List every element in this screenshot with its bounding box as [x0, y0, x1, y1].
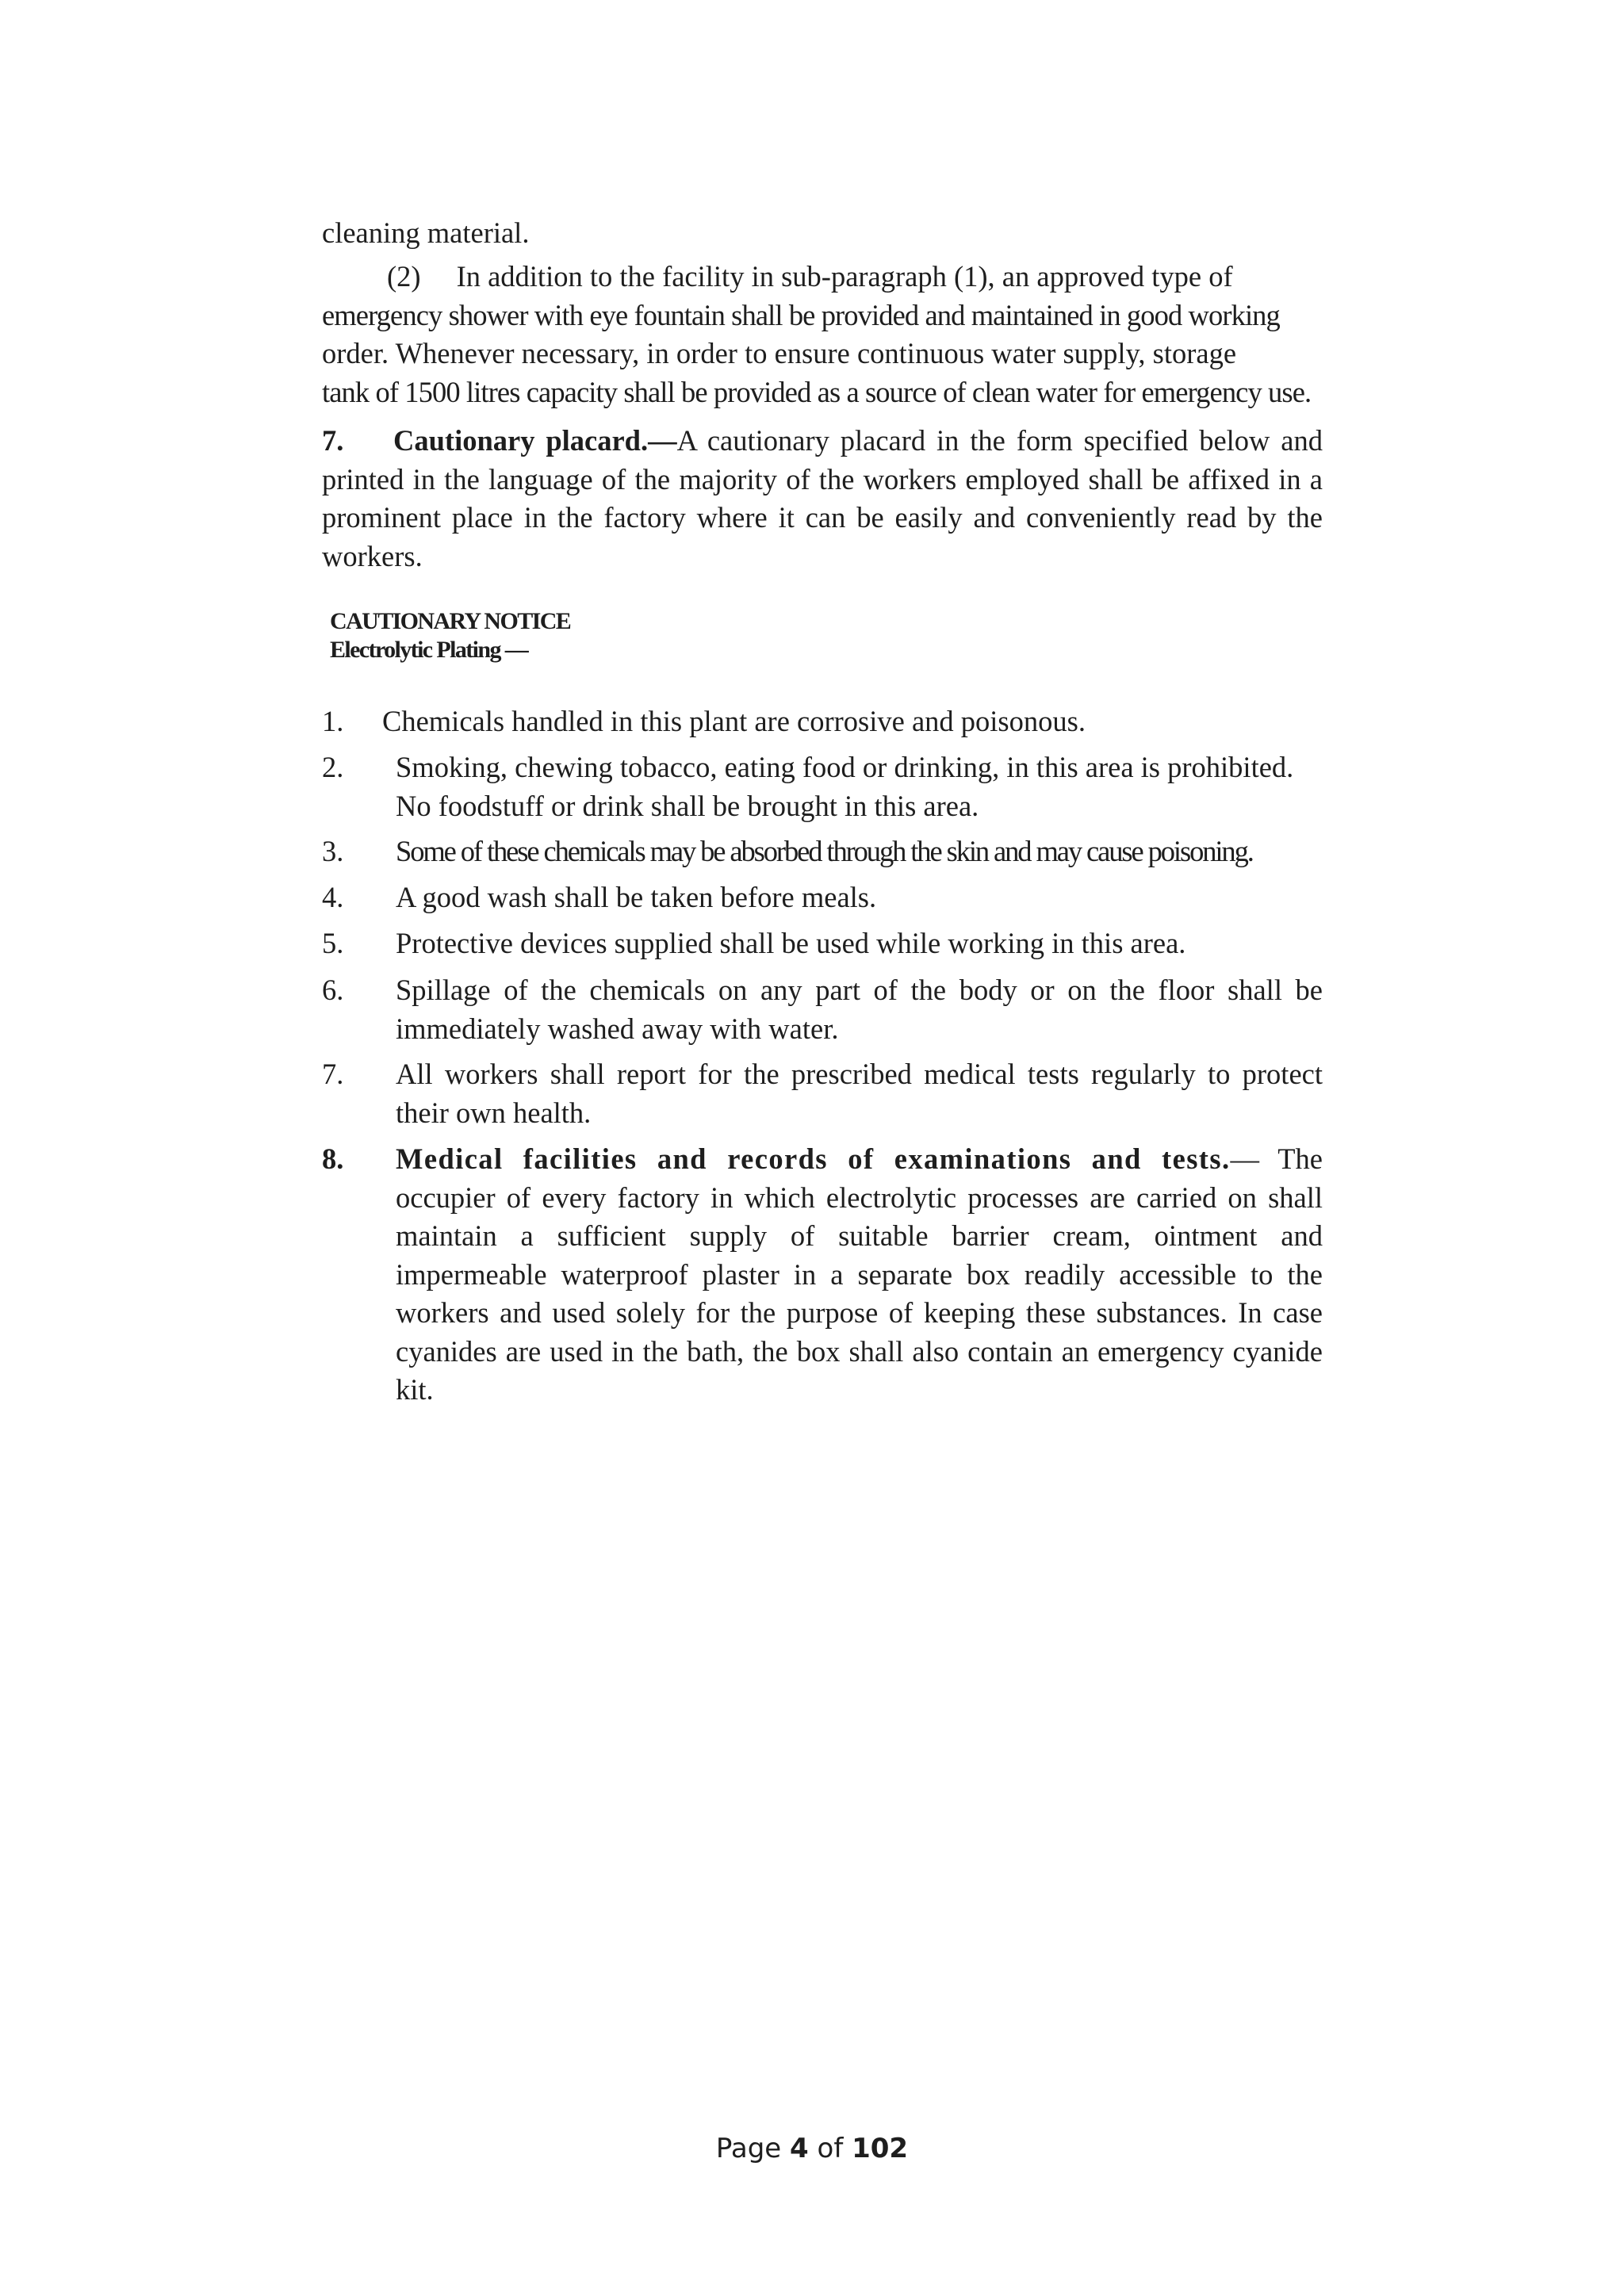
notice-item-4 — [322, 878, 1323, 917]
page-of-label: of — [817, 2133, 844, 2164]
section-8-paragraph — [322, 1140, 1323, 1410]
section-7-number: 7. — [322, 424, 344, 457]
notice-item-3 — [322, 832, 1323, 871]
section-8-text: — The occupier of every factory in which electrolytic processes are carried on shall maintain a sufficient supply of suitable barrier cream, ointment and impermeable waterproof plaster in a separate box readily accessible to the workers and used solely for the purpose of keeping these substances. In case cyanides are used in the bath, the box shall also contain an emergency cyanide kit. — [396, 1142, 1323, 1406]
continued-text-content: cleaning material. — [322, 216, 530, 249]
list-item-text: Some of these chemicals may be absorbed through the skin and may cause poisoning. — [396, 835, 1253, 867]
list-item-text: All workers shall report for the prescribed medical tests regularly to protect their own health. — [396, 1058, 1323, 1129]
page-label: Page — [715, 2133, 782, 2164]
section-7-text: A cautionary placard in the form specified below and printed in the language of the majority of the workers employed shall be affixed in a prominent place in the factory where it can be easily and conveniently read by the workers. — [322, 424, 1323, 572]
list-item-text: Smoking, chewing tobacco, eating food or drinking, in this area is prohibited. No foodstuff or drink shall be brought in this area. — [396, 751, 1294, 822]
sub-paragraph-line-1: (2) In addition to the facility in sub-paragraph (1), an approved type of — [387, 260, 1233, 293]
section-8-body — [396, 1140, 1323, 1410]
list-item-number: 3. — [322, 835, 344, 867]
notice-item-7 — [322, 1055, 1323, 1132]
sub-paragraph-2 — [322, 258, 1323, 411]
notice-item-5 — [322, 924, 1323, 963]
list-item-number: 1. — [322, 705, 344, 737]
cautionary-notice-header — [330, 607, 570, 664]
sub-paragraph-line-4: tank of 1500 litres capacity shall be provided as a source of clean water for emergency use. — [322, 375, 1312, 408]
section-8-number: 8. — [322, 1142, 344, 1175]
list-item-text: Spillage of the chemicals on any part of the body or on the floor shall be immediately washed away with water. — [396, 974, 1323, 1045]
continued-text — [322, 214, 1323, 253]
page-number-footer — [0, 2133, 1624, 2164]
list-item-number: 2. — [322, 751, 344, 783]
section-7-heading: Cautionary placard.— — [393, 424, 677, 457]
list-item-text: Protective devices supplied shall be used while working in this area. — [396, 927, 1186, 959]
list-item-number: 7. — [322, 1058, 344, 1090]
section-7-paragraph — [322, 422, 1323, 576]
list-item-number: 6. — [322, 974, 344, 1006]
sub-paragraph-line-2: emergency shower with eye fountain shall be provided and maintained in good working — [322, 298, 1280, 331]
notice-item-6 — [322, 971, 1323, 1048]
notice-item-2 — [322, 748, 1323, 825]
sub-paragraph-label: (2) — [387, 260, 421, 293]
section-8-heading: Medical facilities and records of examinations and tests. — [396, 1142, 1231, 1175]
notice-item-1 — [322, 702, 1323, 741]
list-item-number: 5. — [322, 927, 344, 959]
current-page-number: 4 — [790, 2133, 809, 2164]
sub-paragraph-line-3: order. Whenever necessary, in order to ensure continuous water supply, storage — [322, 337, 1237, 369]
notice-title: CAUTIONARY NOTICE — [330, 608, 571, 634]
notice-subtitle: Electrolytic Plating — — [330, 637, 528, 663]
list-item-number: 4. — [322, 881, 344, 913]
total-page-count: 102 — [852, 2133, 909, 2164]
list-item-text: A good wash shall be taken before meals. — [396, 881, 877, 913]
list-item-text: Chemicals handled in this plant are corrosive and poisonous. — [382, 705, 1086, 737]
